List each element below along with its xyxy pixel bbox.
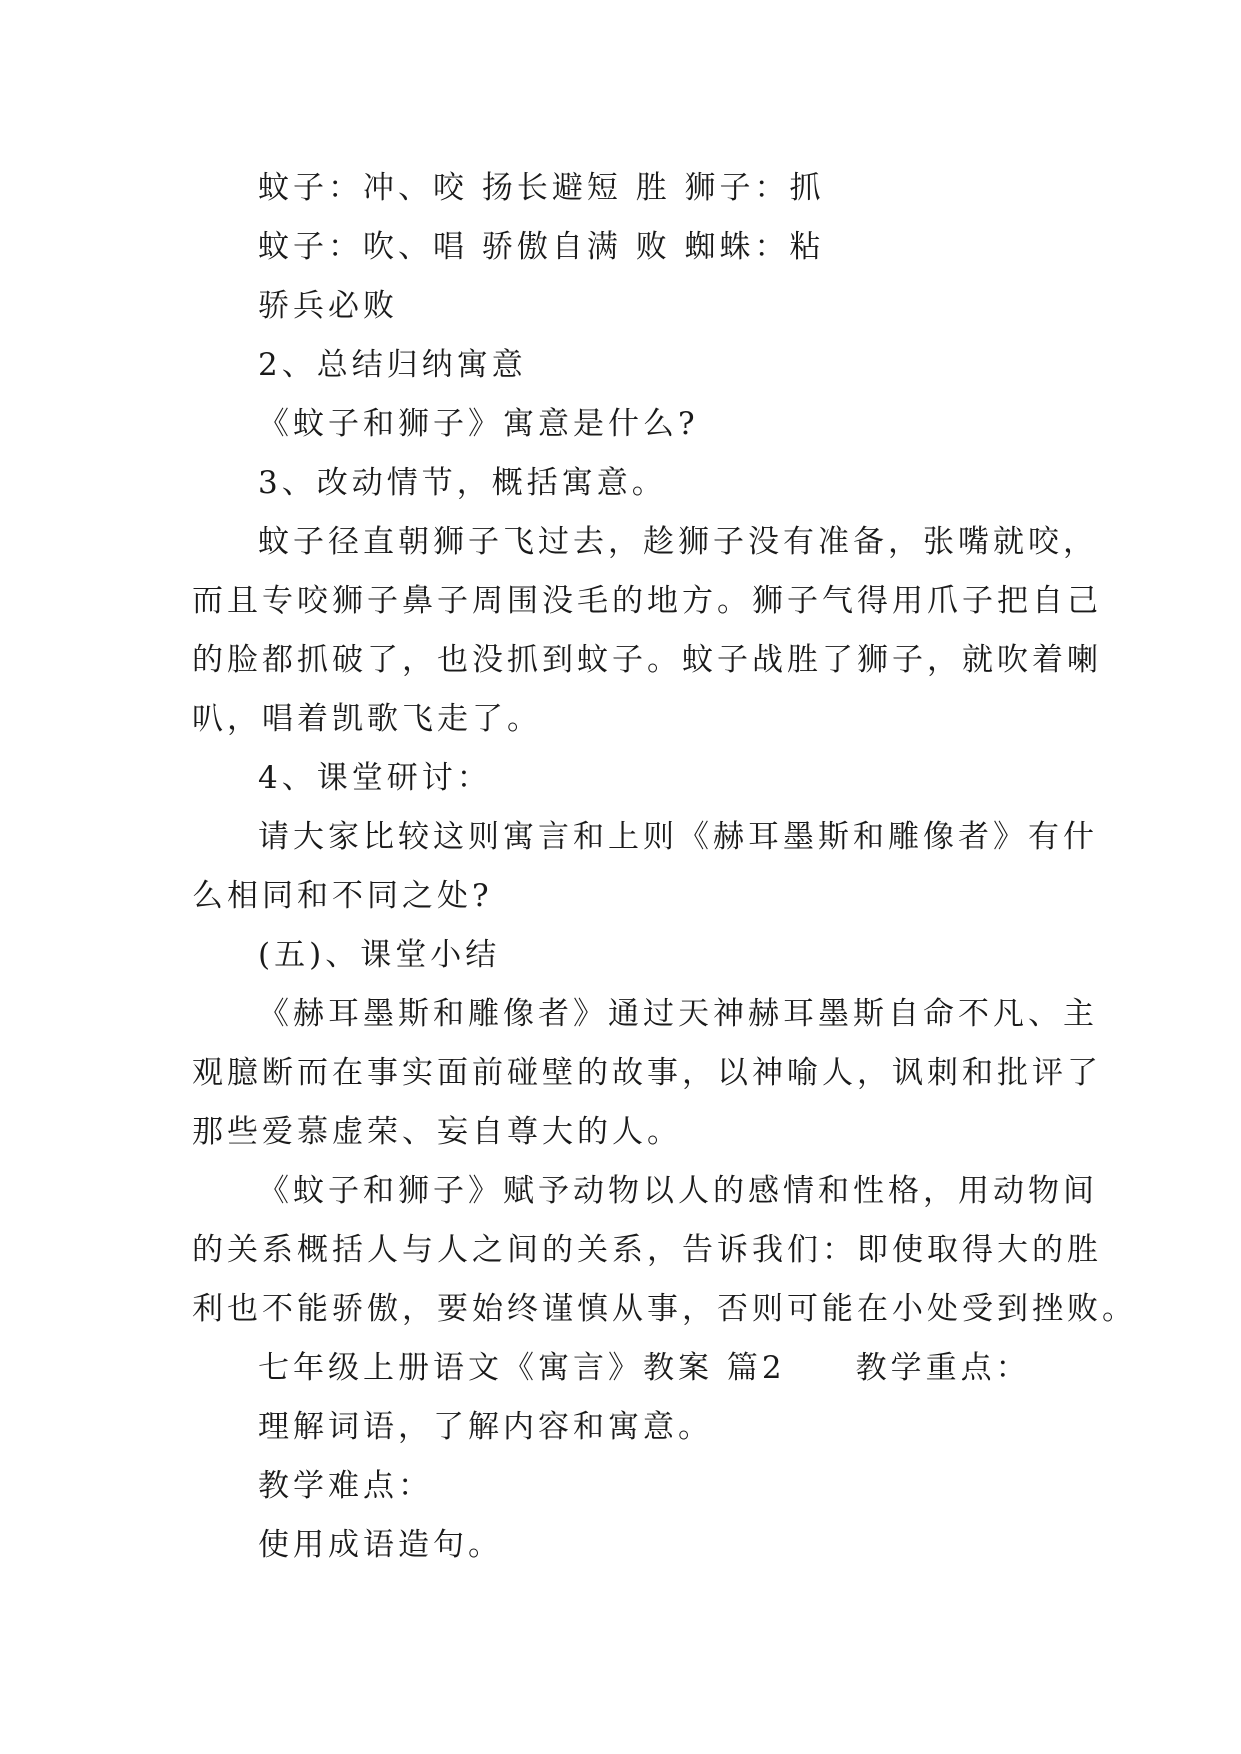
paragraph-line: 蚊子径直朝狮子飞过去，趁狮子没有准备，张嘴就咬， bbox=[258, 524, 1098, 560]
paragraph-line: 的脸都抓破了，也没抓到蚊子。蚊子战胜了狮子，就吹着喇 bbox=[192, 642, 1102, 678]
text-line: 蚊子：冲、咬 扬长避短 胜 狮子：抓 bbox=[258, 170, 825, 206]
text-line: 理解词语，了解内容和寓意。 bbox=[258, 1409, 713, 1445]
paragraph-line: 叭，唱着凯歌飞走了。 bbox=[192, 701, 542, 737]
section-heading: 七年级上册语文《寓言》教案 篇2 教学重点： bbox=[258, 1350, 1031, 1386]
section-heading: 3、改动情节，概括寓意。 bbox=[258, 465, 667, 501]
text-line: 骄兵必败 bbox=[258, 288, 398, 324]
section-heading: 2、总结归纳寓意 bbox=[258, 347, 527, 383]
text-line: 蚊子：吹、唱 骄傲自满 败 蜘蛛：粘 bbox=[258, 229, 825, 265]
paragraph-line: 《赫耳墨斯和雕像者》通过天神赫耳墨斯自命不凡、主 bbox=[258, 996, 1098, 1032]
paragraph-line: 观臆断而在事实面前碰壁的故事，以神喻人，讽刺和批评了 bbox=[192, 1055, 1102, 1091]
paragraph-line: 而且专咬狮子鼻子周围没毛的地方。狮子气得用爪子把自己 bbox=[192, 583, 1102, 619]
paragraph-line: 么相同和不同之处? bbox=[192, 878, 493, 914]
text-line: 《蚊子和狮子》寓意是什么? bbox=[258, 406, 699, 442]
section-heading: (五)、课堂小结 bbox=[258, 937, 501, 973]
section-heading: 4、课堂研讨： bbox=[258, 760, 492, 796]
paragraph-line: 的关系概括人与人之间的关系，告诉我们：即使取得大的胜 bbox=[192, 1232, 1102, 1268]
paragraph-line: 请大家比较这则寓言和上则《赫耳墨斯和雕像者》有什 bbox=[258, 819, 1098, 855]
paragraph-line: 那些爱慕虚荣、妄自尊大的人。 bbox=[192, 1114, 682, 1150]
paragraph-line: 利也不能骄傲，要始终谨慎从事，否则可能在小处受到挫败。 bbox=[192, 1291, 1137, 1327]
paragraph-line: 《蚊子和狮子》赋予动物以人的感情和性格，用动物间 bbox=[258, 1173, 1098, 1209]
section-heading: 教学难点： bbox=[258, 1468, 433, 1504]
text-line: 使用成语造句。 bbox=[258, 1527, 503, 1563]
